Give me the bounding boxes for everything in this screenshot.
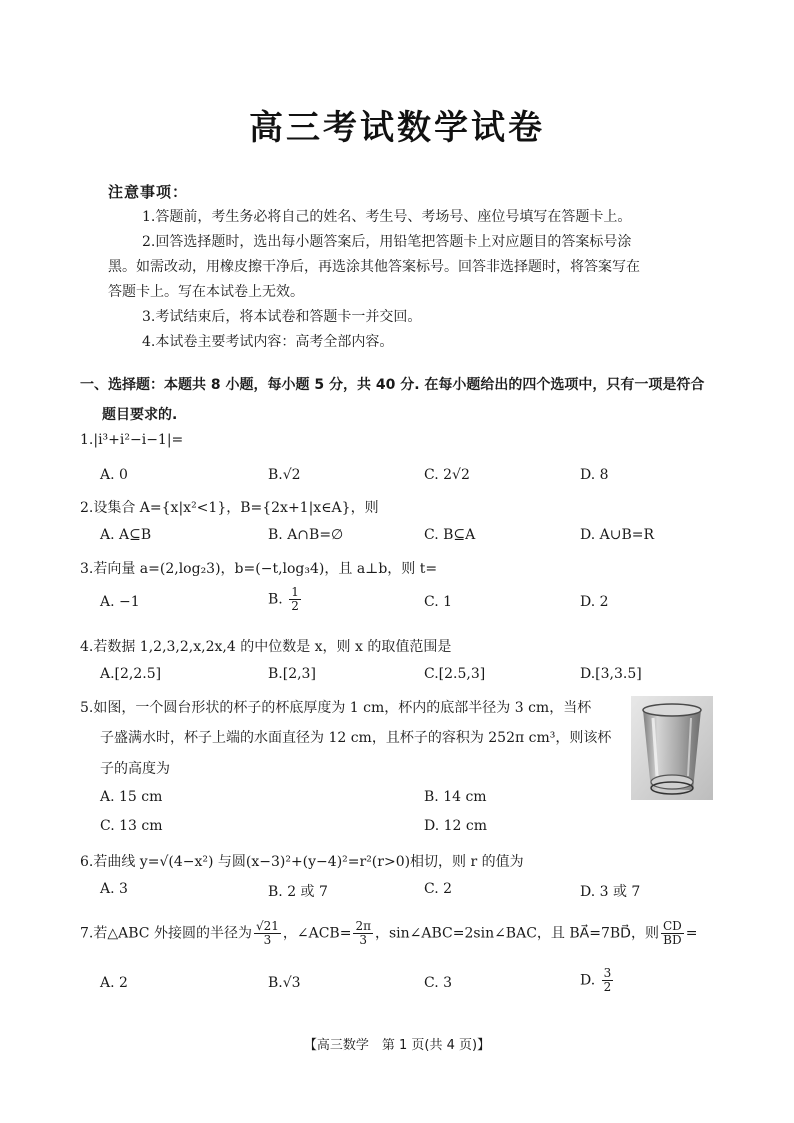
q4-option-c: C.[2.5,3]	[424, 666, 486, 682]
question-4-stem: 4.若数据 1,2,3,2,x,2x,4 的中位数是 x，则 x 的取值范围是	[80, 639, 452, 655]
q3-option-b	[268, 586, 303, 613]
question-3-stem: 3.若向量 a=(2,log₂3)，b=(−t,log₃4)，且 a⊥b，则 t=	[80, 561, 438, 577]
q7-angle-fraction	[353, 920, 373, 947]
question-1-options	[100, 467, 740, 491]
page-footer: 【高三数学 第 1 页(共 4 页)】	[303, 1038, 491, 1053]
notice-block	[108, 180, 708, 354]
q6-option-c: C. 2	[424, 881, 453, 897]
question-7-stem	[80, 920, 698, 947]
fraction-numerator: √21	[255, 919, 279, 933]
fraction-numerator: 1	[291, 585, 299, 599]
q7-option-a: A. 2	[100, 975, 128, 991]
q7-text-end: =	[685, 925, 698, 942]
fraction-numerator: 2π	[355, 919, 371, 933]
q1-option-b: B.√2	[268, 467, 301, 483]
q2-option-d: D. A∪B=R	[580, 527, 655, 543]
q7-radius-fraction	[254, 920, 281, 947]
glass-cup-image	[631, 696, 713, 800]
fraction-numerator: 3	[603, 966, 612, 980]
fraction-denominator: 3	[359, 933, 368, 947]
q4-option-d: D.[3,3.5]	[580, 666, 642, 682]
notice-item-2-cont: 黑。如需改动，用橡皮擦干净后，再选涂其他答案标号。回答非选择题时，将答案写在	[108, 259, 640, 275]
q2-option-a: A. A⊆B	[100, 527, 152, 543]
q7-option-d-fraction	[602, 967, 614, 994]
q3-option-b-label: B.	[268, 591, 283, 608]
q3-option-b-fraction	[289, 586, 301, 613]
q7-text-pre: 7.若△ABC 外接圆的半径为	[80, 925, 252, 942]
question-5-line-1: 5.如图，一个圆台形状的杯子的杯底厚度为 1 cm，杯内的底部半径为 3 cm，当杯	[80, 700, 592, 716]
q6-option-d: D. 3 或 7	[580, 884, 641, 900]
q5-option-c: C. 13 cm	[100, 818, 163, 834]
question-5-line-2: 子盛满水时，杯子上端的水面直径为 12 cm，且杯子的容积为 252π cm³，则该杯	[100, 730, 612, 746]
page-title: 高三考试数学试卷	[249, 108, 545, 148]
section-heading	[80, 370, 725, 430]
section-line-1: 一、选择题：本题共 8 小题，每小题 5 分，共 40 分. 在每小题给出的四个选项中，只有一项是符合	[80, 377, 705, 393]
question-6-stem: 6.若曲线 y=√(4−x²) 与圆(x−3)²+(y−4)²=r²(r>0)相切，则 r 的值为	[80, 854, 524, 870]
q2-option-b: B. A∩B=∅	[268, 527, 344, 543]
question-6-options	[100, 881, 740, 905]
q5-option-b: B. 14 cm	[424, 789, 487, 805]
q3-option-d: D. 2	[580, 594, 609, 610]
question-4-options	[100, 666, 740, 690]
q7-text-post: ，sin∠ABC=2sin∠BAC，且 BA⃗=7BD⃗，则	[374, 925, 659, 942]
q4-option-b: B.[2,3]	[268, 666, 316, 682]
q4-option-a: A.[2,2.5]	[100, 666, 162, 682]
question-3-options	[100, 585, 740, 618]
q1-option-c: C. 2√2	[424, 467, 470, 483]
q5-option-d: D. 12 cm	[424, 818, 488, 834]
question-7-options	[100, 966, 740, 999]
question-5-options-row-2	[100, 818, 740, 842]
fraction-denominator: 3	[263, 933, 272, 947]
cup-photo	[631, 696, 713, 800]
q5-option-a: A. 15 cm	[100, 789, 163, 805]
notice-heading: 注意事项：	[108, 183, 189, 201]
q6-option-b: B. 2 或 7	[268, 884, 328, 900]
q1-option-a: A. 0	[100, 467, 128, 483]
fraction-denominator: 2	[603, 980, 612, 994]
q7-option-d	[580, 967, 615, 994]
question-5-line-3: 子的高度为	[100, 761, 170, 777]
question-1-stem: 1.|i³+i²−i−1|=	[80, 432, 184, 448]
section-line-2: 题目要求的.	[102, 407, 178, 423]
fraction-denominator: BD	[663, 933, 682, 947]
q7-option-c: C. 3	[424, 975, 453, 991]
q7-ratio-fraction	[661, 920, 684, 947]
fraction-denominator: 2	[291, 599, 299, 613]
q6-option-a: A. 3	[100, 881, 128, 897]
q7-text-mid: ，∠ACB=	[282, 925, 352, 942]
notice-item-4: 4.本试卷主要考试内容：高考全部内容。	[142, 334, 394, 350]
notice-item-3: 3.考试结束后，将本试卷和答题卡一并交回。	[142, 309, 422, 325]
q1-option-d: D. 8	[580, 467, 609, 483]
question-2-stem: 2.设集合 A={x|x²<1}，B={2x+1|x∈A}，则	[80, 500, 379, 516]
q3-option-a: A. −1	[100, 594, 140, 610]
notice-item-1: 1.答题前，考生务必将自己的姓名、考生号、考场号、座位号填写在答题卡上。	[142, 209, 632, 225]
notice-item-2: 2.回答选择题时，选出每小题答案后，用铅笔把答题卡上对应题目的答案标号涂	[142, 234, 632, 250]
q7-option-b: B.√3	[268, 975, 301, 991]
q3-option-c: C. 1	[424, 594, 453, 610]
q7-option-d-label: D.	[580, 972, 596, 989]
fraction-numerator: CD	[662, 919, 682, 933]
q2-option-c: C. B⊆A	[424, 527, 476, 543]
question-2-options	[100, 527, 740, 551]
notice-item-2-end: 答题卡上。写在本试卷上无效。	[108, 284, 304, 300]
